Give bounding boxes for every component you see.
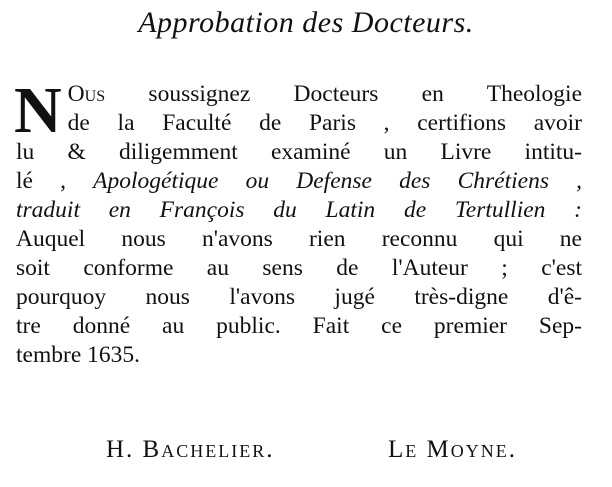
approbation-heading: Approbation des Docteurs. [138, 6, 474, 39]
text-line-7: soit conforme au sens de l'Auteur ; c'est [16, 255, 582, 281]
signature-bachelier: H. Bachelier. [106, 436, 275, 463]
book-title-part-1: Apologétique ou Defense des Chrétiens , [93, 168, 583, 194]
drop-cap: N [14, 74, 62, 147]
text-line-8: pourquoy nous l'avons jugé très-digne d'ê- [16, 284, 582, 310]
approval-paragraph [14, 74, 583, 370]
book-title-part-2: traduit en François du Latin de Tertullien : [16, 197, 582, 223]
text-line-3: lu & diligemment examiné un Livre intitu- [16, 139, 582, 165]
signature-le-moyne: Le Moyne. [388, 436, 517, 463]
text-line-4 [16, 167, 582, 196]
text-line-6: Auquel nous n'avons rien reconnu qui ne [16, 226, 582, 252]
text-line-4-start: lé , [16, 168, 66, 194]
text-line-10: tembre 1635. [16, 342, 140, 368]
text-line-1-rest: soussignez Docteurs en Theologie [148, 81, 583, 107]
text-line-9: tre donné au public. Fait ce premier Sep- [16, 313, 582, 339]
text-line-1 [16, 80, 582, 109]
opening-word: Ous [67, 81, 106, 107]
text-line-2: de la Faculté de Paris , certifions avoir [67, 110, 582, 136]
